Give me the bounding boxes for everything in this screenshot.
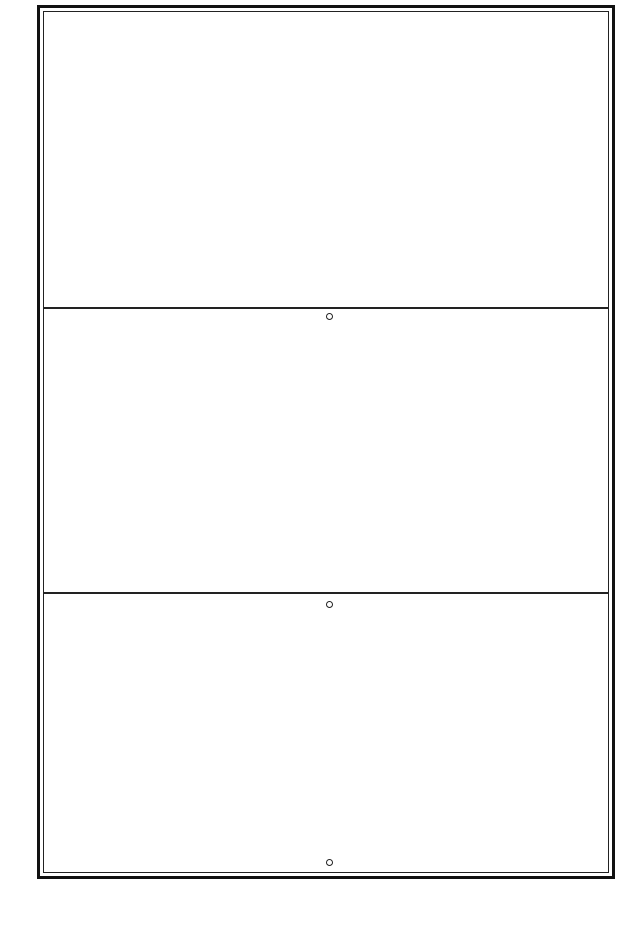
punctuation-circle — [326, 313, 333, 320]
punctuation-circle — [326, 859, 333, 866]
section-divider — [43, 592, 609, 594]
section-divider — [43, 307, 609, 309]
punctuation-circle — [326, 601, 333, 608]
text-panel — [43, 11, 609, 873]
